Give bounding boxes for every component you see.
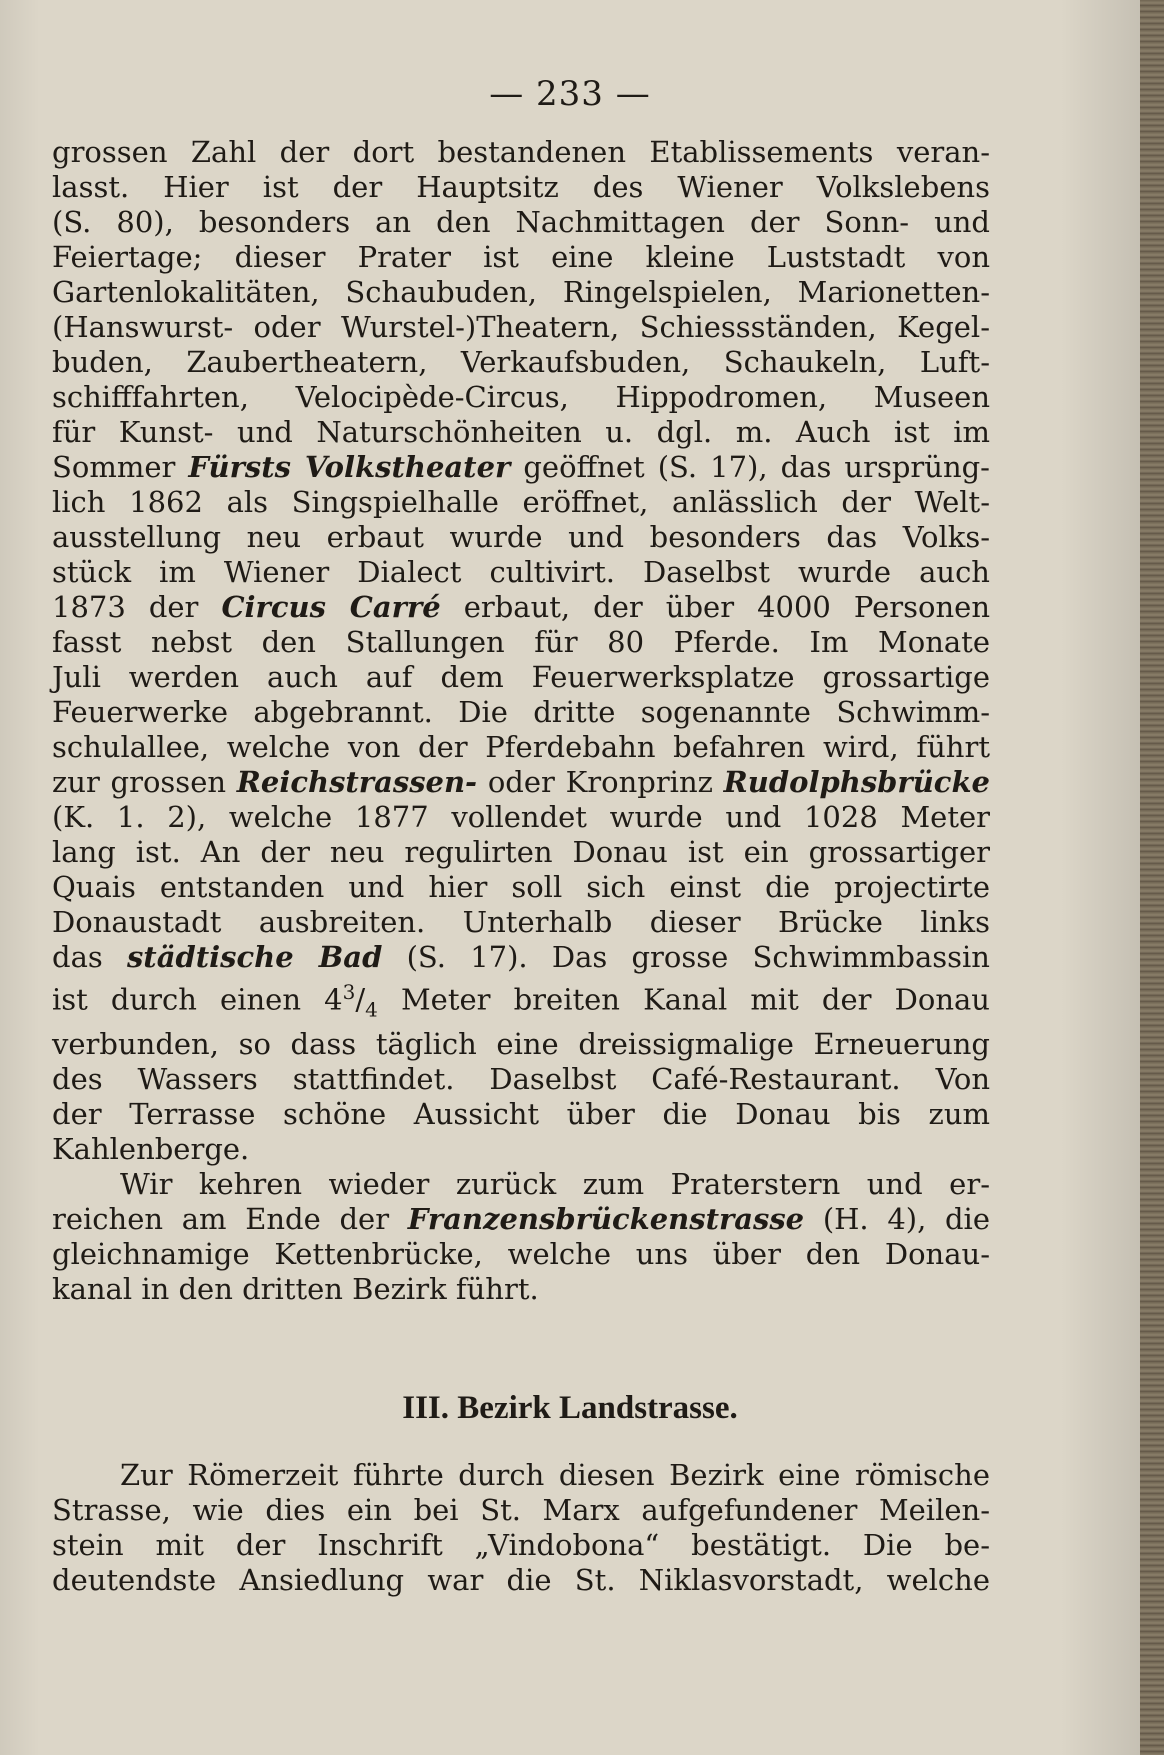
text-line: lang ist. An der neu regulirten Donau ist ein grossartiger	[52, 835, 990, 869]
text-line: fasst nebst den Stallungen für 80 Pferde. Im Monate	[52, 625, 990, 659]
emphasis-text: Reichstrassen-	[236, 765, 478, 799]
text-line: Donaustadt ausbreiten. Unterhalb dieser Brücke links	[52, 905, 990, 939]
text-line: Juli werden auch auf dem Feuerwerksplatze grossartige	[52, 660, 990, 694]
text-line: Zur Römerzeit führte durch diesen Bezirk eine römische	[120, 1458, 990, 1492]
text-line: deutendste Ansiedlung war die St. Niklasvorstadt, welche	[52, 1563, 990, 1597]
text-line: des Wassers stattfindet. Daselbst Café-Restaurant. Von	[52, 1062, 990, 1097]
text-line: 1873 der Circus Carré erbaut, der über 4000 Personen	[52, 590, 991, 624]
text-line: schifffahrten, Velocipède-Circus, Hippodromen, Museen	[52, 380, 990, 414]
section-heading: III. Bezirk Landstrasse.	[402, 1390, 738, 1426]
text-line: für Kunst- und Naturschönheiten u. dgl. m. Auch ist im	[52, 415, 990, 449]
text-line: (Hanswurst- oder Wurstel-)Theatern, Schiessständen, Kegel-	[52, 310, 990, 344]
text-line: Quais entstanden und hier soll sich einst die projectirte	[52, 870, 990, 904]
text-line: lasst. Hier ist der Hauptsitz des Wiener Volkslebens	[52, 170, 990, 204]
text-line: Wir kehren wieder zurück zum Praterstern und er-	[120, 1167, 990, 1201]
text-line: Feiertage; dieser Prater ist eine kleine Luststadt von	[52, 240, 990, 274]
text-line: kanal in den dritten Bezirk führt.	[52, 1272, 539, 1306]
text-line: stein mit der Inschrift „Vindobona“ bestätigt. Die be-	[52, 1528, 990, 1562]
text-line: Sommer Fürsts Volkstheater geöffnet (S. 17), das ursprüng-	[52, 450, 990, 484]
emphasis-text: Franzensbrückenstrasse	[407, 1202, 805, 1236]
text-line: Strasse, wie dies ein bei St. Marx aufgefundener Meilen-	[52, 1493, 990, 1527]
text-line: reichen am Ende der Franzensbrückenstrasse (H. 4), die	[52, 1202, 990, 1236]
paragraph-landstrasse	[52, 1458, 990, 1598]
emphasis-text: städtische Bad	[126, 940, 383, 974]
text-line: (S. 80), besonders an den Nachmittagen der Sonn- und	[52, 205, 990, 239]
paragraph-prater	[52, 135, 990, 1167]
paragraph-return	[52, 1167, 990, 1307]
text-line: Feuerwerke abgebrannt. Die dritte sogenannte Schwimm-	[52, 695, 990, 729]
text-line: grossen Zahl der dort bestandenen Etablissements veran-	[52, 135, 990, 169]
text-line: zur grossen Reichstrassen- oder Kronprinz Rudolphsbrücke	[52, 765, 990, 799]
text-line: ist durch einen $4^3/_4$ Meter breiten Kanal mit der Donau	[52, 980, 990, 1022]
text-line: (K. 1. 2), welche 1877 vollendet wurde und 1028 Meter	[52, 800, 990, 834]
emphasis-text: Fürsts Volkstheater	[188, 450, 511, 484]
text-line: schulallee, welche von der Pferdebahn befahren wird, führt	[52, 730, 990, 764]
text-line: Gartenlokalitäten, Schaubuden, Ringelspielen, Marionetten-	[52, 275, 990, 309]
text-line: der Terrasse schöne Aussicht über die Donau bis zum	[52, 1097, 990, 1132]
emphasis-text: Rudolphsbrücke	[723, 765, 990, 799]
text-line: ausstellung neu erbaut wurde und besonders das Volks-	[52, 520, 990, 554]
text-line: stück im Wiener Dialect cultivirt. Daselbst wurde auch	[52, 555, 990, 589]
book-page-edge	[1140, 0, 1164, 1755]
text-line: verbunden, so dass täglich eine dreissigmalige Erneuerung	[52, 1027, 990, 1062]
text-line: das städtische Bad (S. 17). Das grosse Schwimmbassin	[52, 940, 990, 974]
page-number: — 233 —	[489, 74, 651, 114]
text-line: lich 1862 als Singspielhalle eröffnet, anlässlich der Welt-	[52, 485, 990, 519]
text-line: buden, Zaubertheatern, Verkaufsbuden, Schaukeln, Luft-	[52, 345, 990, 379]
text-line: gleichnamige Kettenbrücke, welche uns über den Donau-	[52, 1237, 990, 1271]
text-line: Kahlenberge.	[52, 1132, 250, 1167]
emphasis-text: Circus Carré	[221, 590, 441, 624]
